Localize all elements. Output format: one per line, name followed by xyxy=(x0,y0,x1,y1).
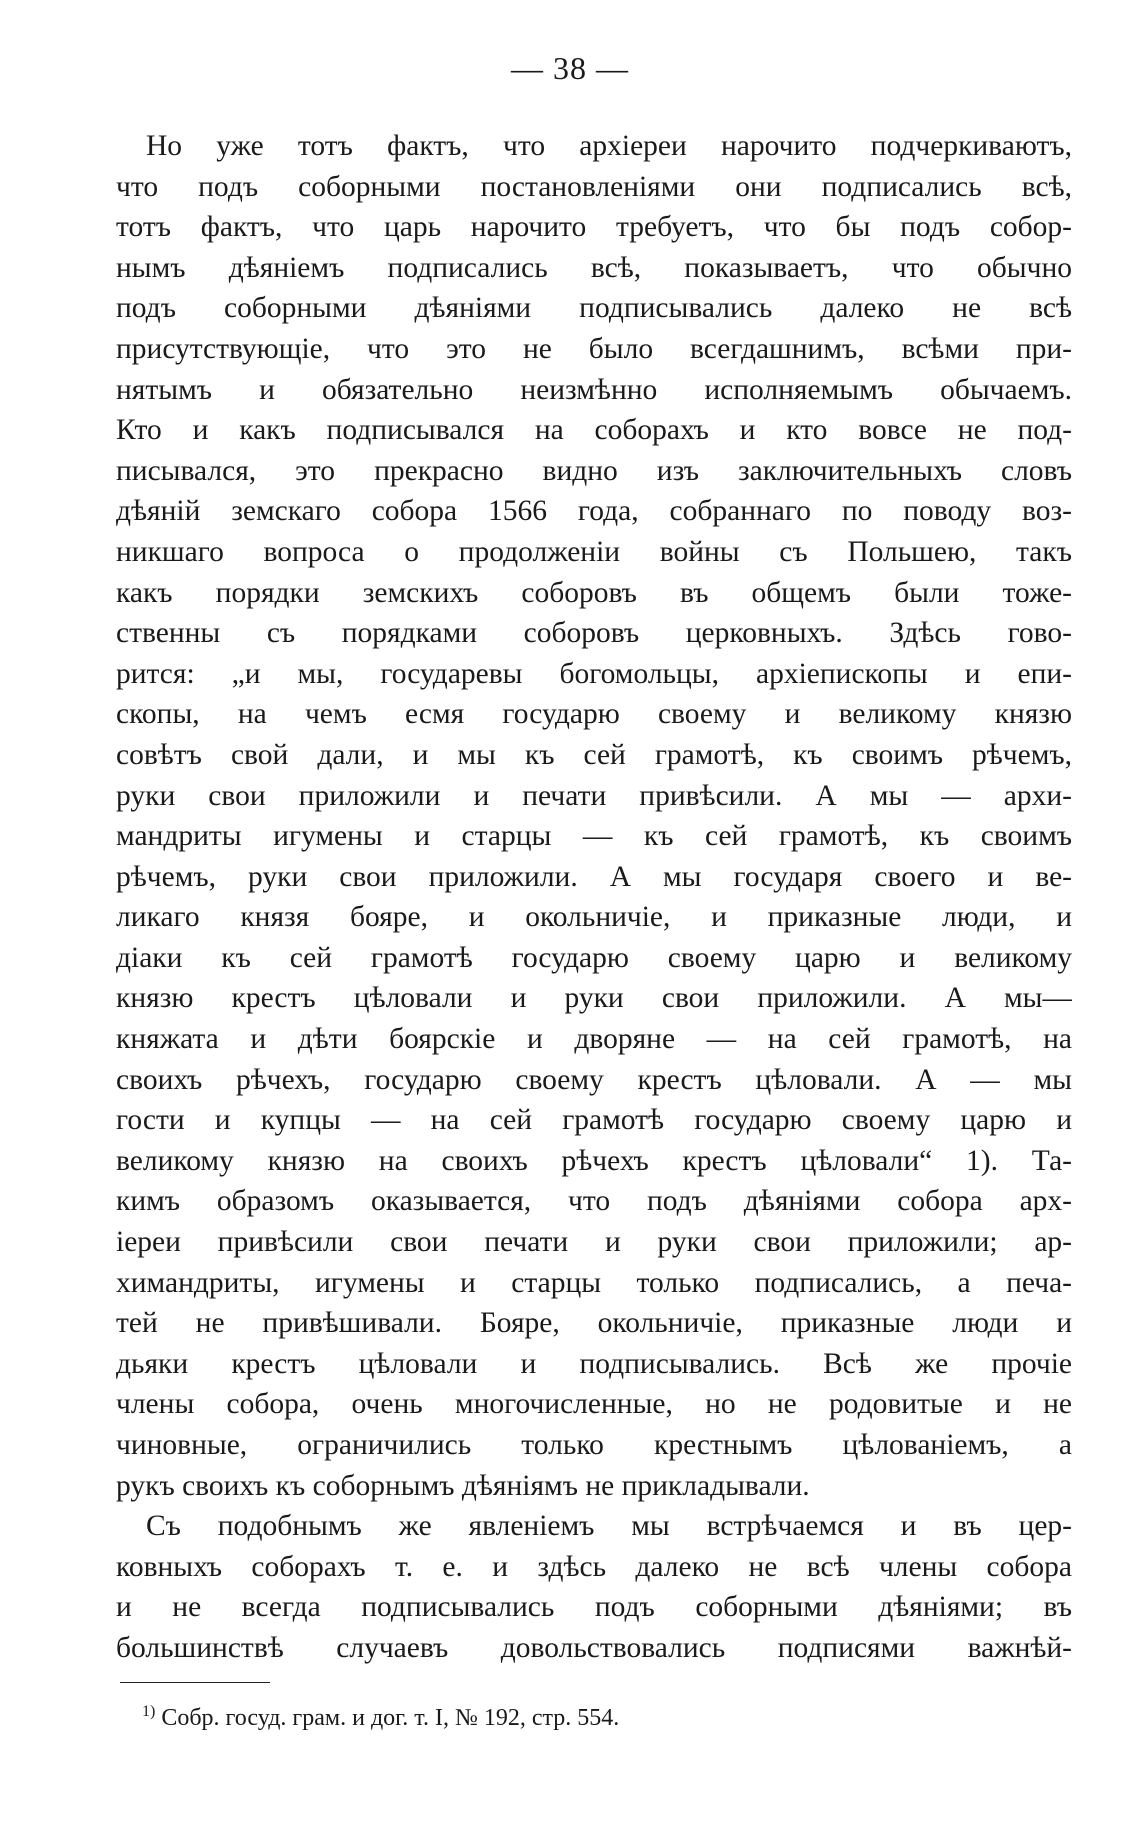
text-line: чиновные, ограничились только крестнымъ цѣлованіемъ, а xyxy=(116,1429,1072,1461)
text-line: тей не привѣшивали. Бояре, окольничіе, приказные люди и xyxy=(116,1307,1072,1340)
text-line: рится: „и мы, государевы богомольцы, архіепископы и епи- xyxy=(116,657,1072,690)
text-line: тотъ фактъ, что царь нарочито требуетъ, что бы подъ собор- xyxy=(116,211,1072,244)
footnote-rule xyxy=(120,1682,270,1683)
paragraph-2 xyxy=(116,1506,1072,1668)
text-line: присутствующіе, что это не было всегдашнимъ, всѣми при- xyxy=(116,332,1072,365)
text-line: дьяки крестъ цѣловали и подписывались. Всѣ же прочіе xyxy=(116,1347,1072,1380)
text-line: что подъ соборными постановленіями они подписались всѣ, xyxy=(116,170,1072,203)
text-line: рукъ своихъ къ соборнымъ дѣяніямъ не прикладывали. xyxy=(116,1469,810,1502)
text-line: и не всегда подписывались подъ соборными дѣяніями; въ xyxy=(116,1591,1072,1624)
text-line: подъ соборными дѣяніями подписывались далеко не всѣ xyxy=(116,292,1072,325)
text-line: члены собора, очень многочисленные, но не родовитые и не xyxy=(116,1388,1072,1421)
text-line: іереи привѣсили свои печати и руки свои приложили; ар- xyxy=(116,1226,1072,1259)
text-line: нятымъ и обязательно неизмѣнно исполняемымъ обычаемъ. xyxy=(116,373,1072,406)
text-line: своихъ рѣчехъ, государю своему крестъ цѣловали. А — мы xyxy=(116,1063,1072,1096)
text-line: Кто и какъ подписывался на соборахъ и кто вовсе не под- xyxy=(116,414,1072,447)
text-line: никшаго вопроса о продолженіи войны съ Польшею, такъ xyxy=(116,535,1072,568)
footnote xyxy=(142,1702,619,1734)
text-line: гости и купцы — на сей грамотѣ государю своему царю и xyxy=(116,1104,1072,1137)
page-number: — 38 — xyxy=(511,50,629,86)
footnote-mark: 1) xyxy=(142,1703,156,1720)
text-line: княжата и дѣти боярскіе и дворяне — на сей грамотѣ, на xyxy=(116,1023,1072,1056)
body-text xyxy=(116,126,1072,1669)
text-line: діаки къ сей грамотѣ государю своему царю и великому xyxy=(116,941,1072,974)
text-line: химандриты, игумены и старцы только подписались, а печа- xyxy=(116,1266,1072,1299)
text-line: мандриты игумены и старцы — къ сей грамотѣ, къ своимъ xyxy=(116,820,1072,853)
paragraph-1 xyxy=(116,126,1072,1506)
text-line: нымъ дѣяніемъ подписались всѣ, показываетъ, что обычно xyxy=(116,251,1072,284)
text-line: рѣчемъ, руки свои приложили. А мы государя своего и ве- xyxy=(116,860,1072,893)
text-line: писывался, это прекрасно видно изъ заключительныхъ словъ xyxy=(116,454,1072,487)
footnote-text: Собр. госуд. грам. и дог. т. I, № 192, стр. 554. xyxy=(161,1705,620,1731)
text-line: какъ порядки земскихъ соборовъ въ общемъ были тоже- xyxy=(116,576,1072,609)
text-line: Съ подобнымъ же явленіемъ мы встрѣчаемся и въ цер- xyxy=(146,1510,1072,1543)
text-line: Но уже тотъ фактъ, что архіереи нарочито подчеркиваютъ, xyxy=(146,130,1072,162)
text-line: совѣтъ свой дали, и мы къ сей грамотѣ, къ своимъ рѣчемъ, xyxy=(116,738,1072,771)
text-line: ликаго князя бояре, и окольничіе, и приказные люди, и xyxy=(116,901,1072,934)
text-line: князю крестъ цѣловали и руки свои приложили. А мы— xyxy=(116,982,1072,1015)
text-line: скопы, на чемъ есмя государю своему и великому князю xyxy=(116,698,1072,731)
text-line: великому князю на своихъ рѣчехъ крестъ цѣловали“ 1). Та- xyxy=(116,1144,1072,1177)
text-line: кимъ образомъ оказывается, что подъ дѣяніями собора арх- xyxy=(116,1185,1072,1218)
text-line: большинствѣ случаевъ довольствовались подписями важнѣй- xyxy=(116,1631,1072,1664)
text-line: ственны съ порядками соборовъ церковныхъ. Здѣсь гово- xyxy=(116,617,1072,650)
text-line: дѣяній земскаго собора 1566 года, собраннаго по поводу воз- xyxy=(116,495,1072,528)
text-line: ковныхъ соборахъ т. е. и здѣсь далеко не всѣ члены собора xyxy=(116,1550,1072,1583)
text-line: руки свои приложили и печати привѣсили. А мы — архи- xyxy=(116,779,1072,812)
